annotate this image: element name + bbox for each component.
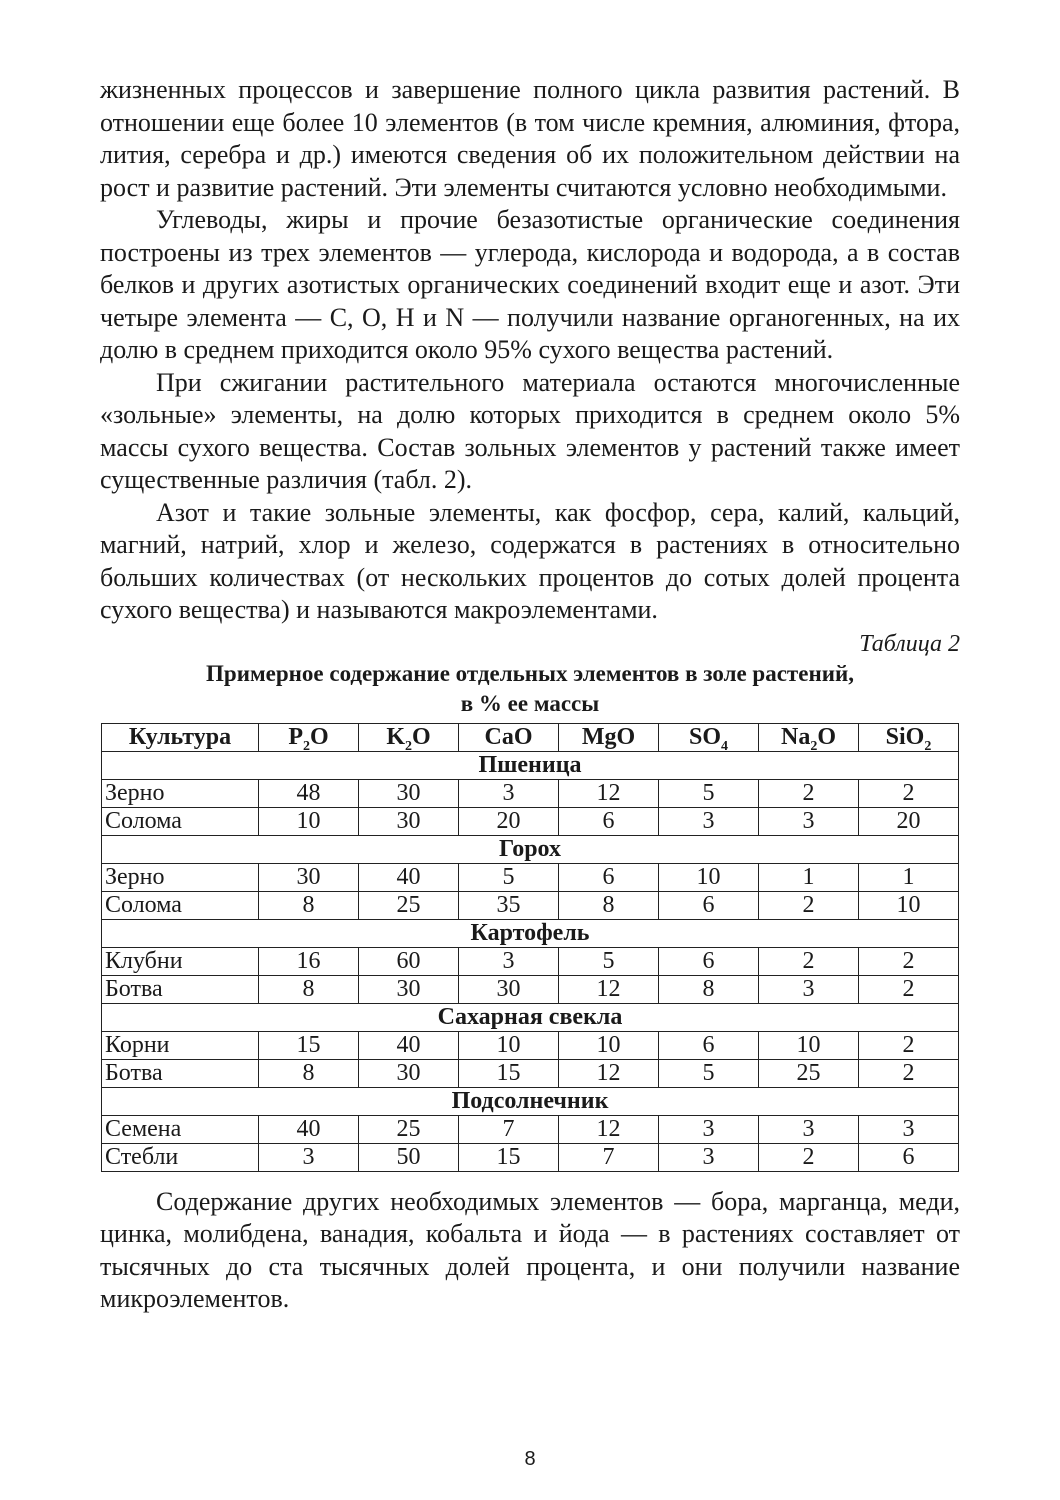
value-cell: 8 xyxy=(259,891,359,919)
value-cell: 3 xyxy=(459,947,559,975)
formula-base: Na xyxy=(780,723,811,750)
table-row xyxy=(102,863,959,891)
value-cell: 2 xyxy=(859,1031,959,1059)
value-cell: 3 xyxy=(259,1143,359,1171)
crop-group-row xyxy=(102,919,959,947)
table-row xyxy=(102,807,959,835)
value-cell: 7 xyxy=(459,1115,559,1143)
table-title-line: в % ее массы xyxy=(460,690,600,716)
plant-part-cell: Солома xyxy=(102,807,259,835)
formula-base: CaO xyxy=(484,723,533,750)
value-cell: 2 xyxy=(859,975,959,1003)
plant-part-cell: Ботва xyxy=(102,975,259,1003)
value-cell: 12 xyxy=(559,779,659,807)
value-cell: 48 xyxy=(259,779,359,807)
value-cell: 20 xyxy=(459,807,559,835)
value-cell: 16 xyxy=(259,947,359,975)
paragraph: Углеводы, жиры и прочие безазотистые органические соединения построены из трех элементов — углерода, кислорода и водорода, а в состав белков и других азотистых органических соединений входит еще и азот. Эти четыре элемента — C, O, H и N — получили название органогенных, на их долю в среднем приходится около 95% сухого вещества растений. xyxy=(100,205,960,364)
value-cell: 8 xyxy=(559,891,659,919)
value-cell: 40 xyxy=(359,1031,459,1059)
crop-group-row xyxy=(102,1087,959,1115)
plant-part-cell: Зерно xyxy=(102,779,259,807)
table-row xyxy=(102,1031,959,1059)
table-row xyxy=(102,1115,959,1143)
formula-base: SO xyxy=(688,723,721,750)
value-cell: 5 xyxy=(459,863,559,891)
value-cell: 2 xyxy=(859,779,959,807)
value-cell: 10 xyxy=(859,891,959,919)
value-cell: 10 xyxy=(459,1031,559,1059)
value-cell: 12 xyxy=(559,1115,659,1143)
value-cell: 10 xyxy=(259,807,359,835)
formula-base: MgO xyxy=(581,723,636,750)
table-title xyxy=(100,659,960,719)
value-cell: 6 xyxy=(559,863,659,891)
value-cell: 6 xyxy=(659,947,759,975)
table-row xyxy=(102,947,959,975)
column-header-element xyxy=(859,723,959,754)
value-cell: 25 xyxy=(359,891,459,919)
value-cell: 5 xyxy=(659,1059,759,1087)
crop-group-name: Картофель xyxy=(102,919,959,947)
value-cell: 3 xyxy=(859,1115,959,1143)
value-cell: 30 xyxy=(459,975,559,1003)
value-cell: 15 xyxy=(259,1031,359,1059)
column-header-element xyxy=(659,723,759,754)
ash-composition-table xyxy=(101,723,959,1172)
value-cell: 30 xyxy=(359,807,459,835)
value-cell: 2 xyxy=(759,1143,859,1171)
formula-subscript: 2 xyxy=(405,738,412,754)
value-cell: 2 xyxy=(759,779,859,807)
value-cell: 40 xyxy=(359,863,459,891)
value-cell: 5 xyxy=(659,779,759,807)
formula-subscript: 2 xyxy=(810,738,818,754)
plant-part-cell: Солома xyxy=(102,891,259,919)
formula-tail: O xyxy=(817,723,836,750)
value-cell: 30 xyxy=(359,975,459,1003)
value-cell: 3 xyxy=(659,1143,759,1171)
value-cell: 15 xyxy=(459,1143,559,1171)
value-cell: 3 xyxy=(759,1115,859,1143)
crop-group-row xyxy=(102,835,959,863)
formula-base: SiO xyxy=(885,723,925,750)
column-header-element xyxy=(759,723,859,754)
value-cell: 15 xyxy=(459,1059,559,1087)
value-cell: 8 xyxy=(259,975,359,1003)
formula-subscript: 2 xyxy=(303,738,310,754)
table-row xyxy=(102,891,959,919)
column-header-element xyxy=(559,723,659,751)
plant-part-cell: Семена xyxy=(102,1115,259,1143)
value-cell: 6 xyxy=(859,1143,959,1171)
value-cell: 10 xyxy=(759,1031,859,1059)
value-cell: 25 xyxy=(759,1059,859,1087)
formula-subscript: 2 xyxy=(924,738,932,754)
crop-group-row xyxy=(102,751,959,779)
paragraph: Содержание других необходимых элементов — бора, марганца, меди, цинка, молибдена, ванадия, кобальта и йода — в растениях составляет от тысячных до ста тысячных долей процента, и они получили название микроэлементов. xyxy=(100,1186,960,1313)
table-title-line: Примерное содержание отдельных элементов в золе растений, xyxy=(206,660,854,686)
plant-part-cell: Корни xyxy=(102,1031,259,1059)
table-row xyxy=(102,779,959,807)
value-cell: 2 xyxy=(859,947,959,975)
value-cell: 12 xyxy=(559,1059,659,1087)
value-cell: 3 xyxy=(459,779,559,807)
value-cell: 3 xyxy=(759,807,859,835)
value-cell: 30 xyxy=(359,1059,459,1087)
value-cell: 25 xyxy=(359,1115,459,1143)
value-cell: 3 xyxy=(759,975,859,1003)
column-header-crop: Культура xyxy=(102,723,259,751)
value-cell: 50 xyxy=(359,1143,459,1171)
plant-part-cell: Зерно xyxy=(102,863,259,891)
value-cell: 30 xyxy=(359,779,459,807)
formula-base: K xyxy=(386,723,405,750)
table-body xyxy=(102,751,959,1171)
value-cell: 20 xyxy=(859,807,959,835)
value-cell: 6 xyxy=(659,891,759,919)
value-cell: 2 xyxy=(859,1059,959,1087)
crop-group-name: Сахарная свекла xyxy=(102,1003,959,1031)
table-row xyxy=(102,975,959,1003)
table-header-row xyxy=(102,723,959,751)
table-label: Таблица 2 xyxy=(859,630,960,657)
crop-group-name: Горох xyxy=(102,835,959,863)
value-cell: 1 xyxy=(759,863,859,891)
value-cell: 35 xyxy=(459,891,559,919)
value-cell: 5 xyxy=(559,947,659,975)
formula-tail: O xyxy=(310,723,329,750)
plant-part-cell: Стебли xyxy=(102,1143,259,1171)
value-cell: 10 xyxy=(659,863,759,891)
plant-part-cell: Ботва xyxy=(102,1059,259,1087)
value-cell: 40 xyxy=(259,1115,359,1143)
crop-group-name: Подсолнечник xyxy=(102,1087,959,1115)
value-cell: 10 xyxy=(559,1031,659,1059)
table-row xyxy=(102,1143,959,1171)
page-number: 8 xyxy=(524,1448,536,1470)
paragraph: Азот и такие зольные элементы, как фосфор, сера, калий, кальций, магний, натрий, хлор и железо, содержатся в растениях в относительно больших количествах (от нескольких процентов до сотых долей процента сухого вещества) и называются макроэлементами. xyxy=(100,497,960,624)
value-cell: 2 xyxy=(759,947,859,975)
crop-group-name: Пшеница xyxy=(102,751,959,779)
value-cell: 8 xyxy=(259,1059,359,1087)
value-cell: 30 xyxy=(259,863,359,891)
column-header-element xyxy=(459,723,559,751)
value-cell: 8 xyxy=(659,975,759,1003)
plant-part-cell: Клубни xyxy=(102,947,259,975)
table-row xyxy=(102,1059,959,1087)
value-cell: 7 xyxy=(559,1143,659,1171)
value-cell: 2 xyxy=(759,891,859,919)
value-cell: 3 xyxy=(659,1115,759,1143)
column-header-element xyxy=(259,723,359,754)
formula-tail: O xyxy=(412,723,431,750)
column-header-element xyxy=(359,723,459,754)
formula-subscript: 4 xyxy=(721,738,728,754)
value-cell: 3 xyxy=(659,807,759,835)
paragraph: При сжигании растительного материала остаются многочисленные «зольные» элементы, на долю которых приходится в среднем около 5% массы сухого вещества. Состав зольных элементов у растений также имеет существенные различия (табл. 2). xyxy=(100,367,960,494)
value-cell: 12 xyxy=(559,975,659,1003)
value-cell: 6 xyxy=(659,1031,759,1059)
paragraph: жизненных процессов и завершение полного цикла развития растений. В отношении еще более 10 элементов (в том числе кремния, алюминия, фтора, лития, серебра и др.) имеются сведения об их положительном действии на рост и развитие растений. Эти элементы считаются условно необходимыми. xyxy=(100,75,960,202)
crop-group-row xyxy=(102,1003,959,1031)
formula-base: P xyxy=(288,723,303,750)
value-cell: 1 xyxy=(859,863,959,891)
body-text xyxy=(100,74,960,627)
value-cell: 60 xyxy=(359,947,459,975)
value-cell: 6 xyxy=(559,807,659,835)
page-body xyxy=(100,74,960,1316)
